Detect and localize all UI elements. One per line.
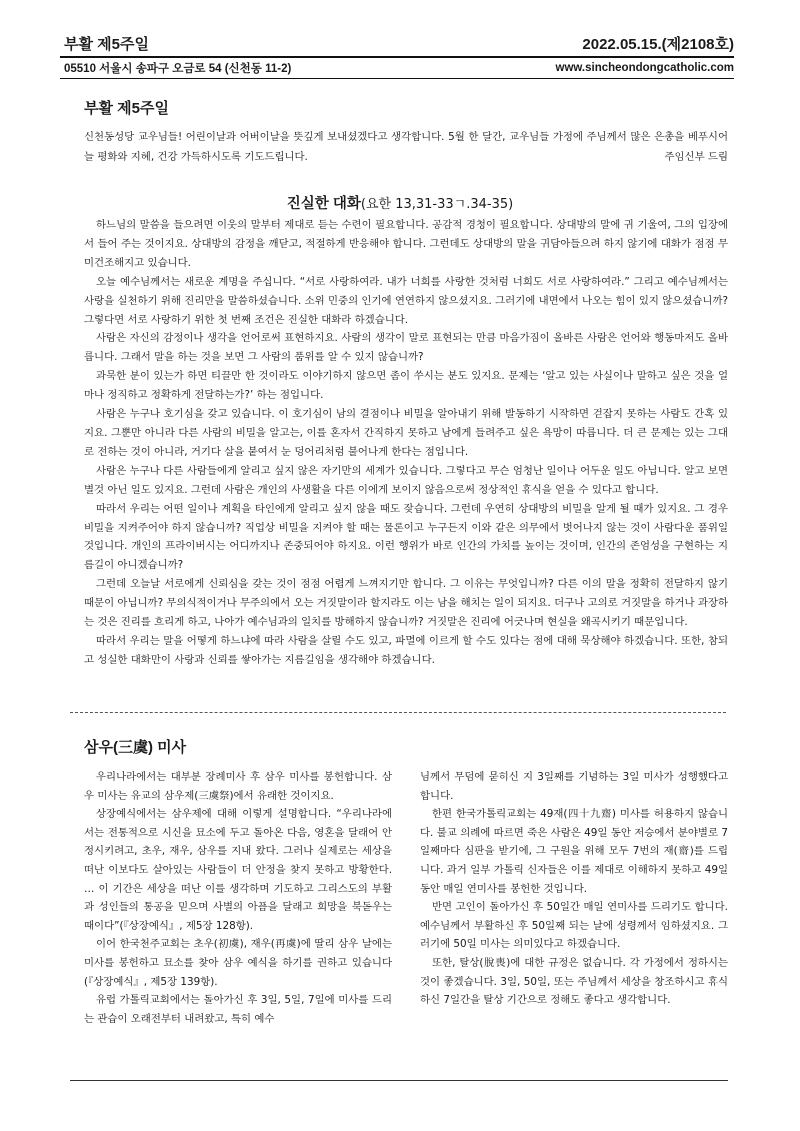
- homily-paragraph: 사람은 자신의 감정이나 생각을 언어로써 표현하지요. 사람의 생각이 말로 표현되는 만큼 마음가짐이 올바른 사람은 언어와 행동마저도 올바릅니다. 그래서 말을 하는 것을 보면 그 사람의 품위를 알 수 있지 않습니까?: [84, 332, 728, 364]
- article-paragraph: 우리나라에서는 대부분 장례미사 후 삼우 미사를 봉헌합니다. 삼우 미사는 유교의 삼우제(三虞祭)에서 유래한 것이지요.: [84, 771, 392, 802]
- article-paragraph: 또한, 탈상(脫喪)에 대한 규정은 없습니다. 각 가정에서 정하시는 것이 좋겠습니다. 3일, 50일, 또는 주님께서 세상을 창조하시고 휴식하신 7일간을 탈상 기간으로 정해도 좋다고 생각합니다.: [420, 956, 728, 1007]
- bulletin-title: 부활 제5주일: [64, 36, 149, 53]
- address-bar: [64, 59, 734, 77]
- homily-heading: [0, 192, 800, 213]
- homily-body: [84, 216, 728, 670]
- homily-reference: (요한 13,31-33ㄱ.34-35): [360, 197, 514, 212]
- mass-article: [84, 768, 728, 1028]
- homily-paragraph: 그런데 오늘날 서로에게 신뢰심을 갖는 것이 점점 어렵게 느껴지기만 합니다. 그 이유는 무엇입니까? 다른 이의 말을 정확히 전달하지 않기 때문이 아닙니까? 무의식적이거나 무주의에서 오는 거짓말이라 할지라도 이는 남을 해치는 일이 되지요. 더구나 고의로 거짓말을 하거나 과장하는 것은 진리를 흐리게 하고, 나아가 예수님과의 일치를 방해하지 않습니까? 거짓말은 진리에 어긋나며 현실을 왜곡시키기 때문입니다.: [84, 578, 728, 629]
- homily-paragraph: 하느님의 말씀을 들으려면 이웃의 말부터 제대로 듣는 수련이 필요합니다. 공감적 경청이 필요합니다. 상대방의 말에 귀 기울여, 그의 입장에서 들어 주는 것이지요. 상대방의 감정을 깨닫고, 적절하게 반응해야 합니다. 그런데도 상대방의 말을 귀담아들으려 하지 않기에 대화가 점점 무미건조해지고 있습니다.: [84, 219, 728, 269]
- bulletin-header: [64, 32, 734, 54]
- greeting-signature: 주임신부 드림: [664, 151, 728, 163]
- article-column-left: [84, 768, 392, 1028]
- greeting-body: 신천동성당 교우님들! 어린이날과 어버이날을 뜻깊게 보내셨겠다고 생각합니다. 5월 한 달간, 교우님들 가정에 주님께서 많은 은총을 베푸시어 늘 평화와 지혜, 건강 가득하시도록 기도드립니다.: [84, 131, 728, 163]
- homily-paragraph: 사람은 누구나 호기심을 갖고 있습니다. 이 호기심이 남의 결점이나 비밀을 알아내기 위해 발동하기 시작하면 걷잡지 못하는 사람도 간혹 있지요. 그뿐만 아니라 다른 사람의 비밀을 알고는, 이를 혼자서 간직하지 못하고 남에게 들려주고 싶은 욕망이 따릅니다. 더 큰 문제는 있는 그대로 전하는 것이 아니라, 거기다 살을 붙여서 눈 덩어리처럼 불어나게 한다는 점입니다.: [84, 408, 728, 458]
- footer-rule: [70, 1080, 728, 1081]
- section-title-mass: 삼우(三虞) 미사: [84, 739, 187, 756]
- article-paragraph: 유럽 가톨릭교회에서는 돌아가신 후 3일, 5일, 7일에 미사를 드리는 관습이 오래전부터 내려왔고, 특히 예수: [84, 994, 392, 1025]
- article-paragraph: 반면 고인이 돌아가신 후 50일간 매일 연미사를 드리기도 합니다. 예수님께서 부활하신 후 50일째 되는 날에 성령께서 임하셨지요. 그러기에 50일 미사는 의미있다고 하겠습니다.: [420, 901, 728, 951]
- article-paragraph: 님께서 무덤에 묻히신 지 3일째를 기념하는 3일 미사가 성행했다고 합니다.: [420, 771, 728, 802]
- homily-paragraph: 따라서 우리는 말을 어떻게 하느냐에 따라 사람을 살릴 수도 있고, 파멸에 이르게 할 수도 있다는 점에 대해 묵상해야 하겠습니다. 또한, 참되고 성실한 대화만이 사랑과 신뢰를 쌓아가는 지름길임을 생각해야 하겠습니다.: [84, 634, 728, 666]
- section-divider: [70, 712, 726, 713]
- header-rule: [60, 56, 734, 58]
- issue-date: 2022.05.15.(제2108호): [582, 36, 734, 53]
- homily-paragraph: 사람은 누구나 다른 사람들에게 알리고 싶지 않은 자기만의 세계가 있습니다. 그렇다고 무슨 엄청난 일이나 어두운 일도 아닙니다. 알고 보면 별것 아닌 일도 있지요. 그런데 사람은 개인의 사생활을 다른 이에게 보이지 않음으로써 정상적인 휴식을 얻을 수 있다고 합니다.: [84, 464, 728, 496]
- subheader-rule: [60, 78, 734, 79]
- church-website[interactable]: www.sincheondongcatholic.com: [555, 62, 734, 74]
- homily-paragraph: 오늘 예수님께서는 새로운 계명을 주십니다. “서로 사랑하여라. 내가 너희를 사랑한 것처럼 너희도 서로 사랑하여라.” 그리고 예수님께서는 사랑을 실천하기 위해 진리만을 말씀하셨습니다. 소위 민중의 인기에 연연하지 않으셨지요. 그러기에 내면에서 나오는 힘이 있지 않으셨습니까? 그렇다면 서로 사랑하기 위한 첫 번째 조건은 진실한 대화라 하겠습니다.: [84, 275, 728, 326]
- greeting-text: [84, 127, 728, 167]
- homily-paragraph: 따라서 우리는 어떤 일이나 계획을 타인에게 알리고 싶지 않을 때도 잦습니다. 그런데 우연히 상대방의 비밀을 알게 될 때가 있지요. 그 경우 비밀을 지켜주어야 하지 않습니까? 직업상 비밀을 지켜야 할 때는 물론이고 누구든지 이와 같은 의무에서 벗어나지 않는 것이 사람다운 품위일 것입니다. 개인의 프라이버시는 어디까지나 존중되어야 하지요. 이런 행위가 바로 인간의 가치를 높이는 것이며, 인간의 존엄성을 구현하는 지름길이 아니겠습니까?: [84, 502, 728, 572]
- article-paragraph: 한편 한국가톨릭교회는 49재(四十九齋) 미사를 허용하지 않습니다. 불교 의례에 따르면 죽은 사람은 49일 동안 저승에서 분야별로 7일째마다 심판을 받기에, 그 구원을 위해 모두 7번의 재(齋)를 드립니다. 과거 일부 가톨릭 신자들은 이를 제대로 이해하지 못하고 49일 동안 매일 연미사를 봉헌한 것입니다.: [420, 808, 728, 895]
- article-column-right: [420, 768, 728, 1028]
- homily-title: 진실한 대화: [286, 196, 361, 212]
- church-address: 05510 서울시 송파구 오금로 54 (신천동 11-2): [64, 63, 292, 75]
- article-paragraph: 상장예식에서는 삼우제에 대해 이렇게 설명합니다. “우리나라에서는 전통적으로 시신을 묘소에 두고 돌아온 다음, 영혼을 달래어 안정시키려고, 초우, 재우, 삼우를 지내 왔다. 그러나 실제로는 세상을 떠난 이보다도 살아있는 사람들이 더 안정을 찾지 못하고 방황한다. … 이 기간은 세상을 떠난 이를 생각하며 기도하고 그리스도의 부활과 성인들의 통공을 믿으며 사별의 아픔을 달래고 희망을 북돋우는 때이다”(『상장예식』, 제5장 128항).: [84, 808, 392, 932]
- article-paragraph: 이어 한국천주교회는 초우(初虞), 재우(再虞)에 딸리 삼우 날에는 미사를 봉헌하고 묘소를 찾아 삼우 예식을 하기를 권하고 있습니다(『상장예식』, 제5장 139항).: [84, 938, 392, 988]
- section-title-greeting: 부활 제5주일: [84, 100, 169, 117]
- homily-paragraph: 과묵한 분이 있는가 하면 티끌만 한 것이라도 이야기하지 않으면 좀이 쑤시는 분도 있지요. 문제는 ‘알고 있는 사실이나 말하고 싶은 것을 얼마나 정직하고 정확하게 전달하는가?’ 하는 점입니다.: [84, 370, 728, 402]
